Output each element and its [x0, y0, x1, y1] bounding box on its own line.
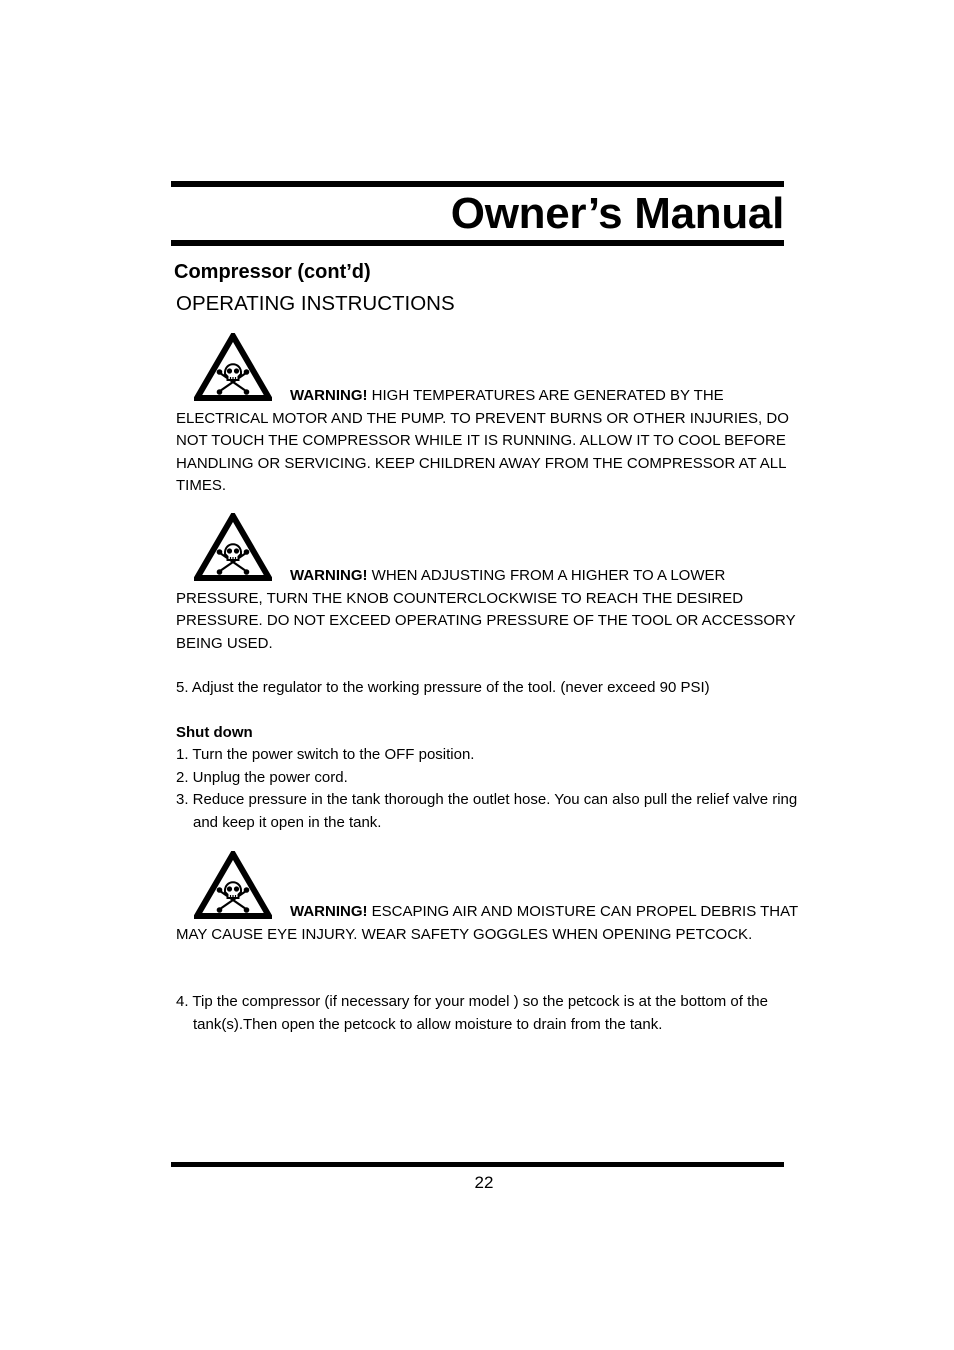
shutdown-step: 2. Unplug the power cord.	[176, 769, 348, 786]
warning-label: WARNING!	[290, 387, 368, 404]
warning-text: HIGH TEMPERATURES ARE GENERATED BY THE ELECTRICAL MOTOR AND THE PUMP. TO PREVENT BURNS OR OTHER INJURIES, DO NOT TOUCH THE COMPRESSOR WHILE IT IS RUNNING. ALLOW IT TO COOL BEFORE HANDLING OR SERVICING. KEEP CHILDREN AWAY FROM THE COMPRESSOR AT ALL TIMES.	[176, 387, 789, 494]
warning-paragraph	[176, 901, 798, 946]
shutdown-step: 4. Tip the compressor (if necessary for your model ) so the petcock is at the bottom of the tank(s).Then open the petcock to allow moisture to drain from the tank.	[176, 993, 768, 1033]
shutdown-step: 1. Turn the power switch to the OFF position.	[176, 746, 475, 763]
warning-label: WARNING!	[290, 567, 368, 584]
step-5: 5. Adjust the regulator to the working pressure of the tool. (never exceed 90 PSI)	[176, 679, 710, 696]
footer-rule	[171, 1162, 784, 1167]
manual-title: Owner’s Manual	[450, 189, 784, 238]
warning-paragraph	[176, 565, 798, 655]
section-title: Compressor (cont’d)	[174, 261, 371, 283]
header-rule-bottom	[171, 240, 784, 246]
warning-text: WHEN ADJUSTING FROM A HIGHER TO A LOWER PRESSURE, TURN THE KNOB COUNTERCLOCKWISE TO REACH THE DESIRED PRESSURE. DO NOT EXCEED OPERATING PRESSURE OF THE TOOL OR ACCESSORY BEING USED.	[176, 567, 796, 652]
shutdown-step: 3. Reduce pressure in the tank thorough the outlet hose. You can also pull the relief valve ring and keep it open in the tank.	[176, 791, 798, 831]
header-rule-top	[171, 181, 784, 187]
warning-label: WARNING!	[290, 903, 368, 920]
warning-text: ESCAPING AIR AND MOISTURE CAN PROPEL DEBRIS THAT MAY CAUSE EYE INJURY. WEAR SAFETY GOGGLES WHEN OPENING PETCOCK.	[176, 903, 798, 943]
warning-paragraph	[176, 385, 798, 498]
shutdown-heading: Shut down	[176, 724, 253, 741]
page-number: 22	[474, 1173, 494, 1192]
subsection-title: OPERATING INSTRUCTIONS	[176, 292, 455, 315]
